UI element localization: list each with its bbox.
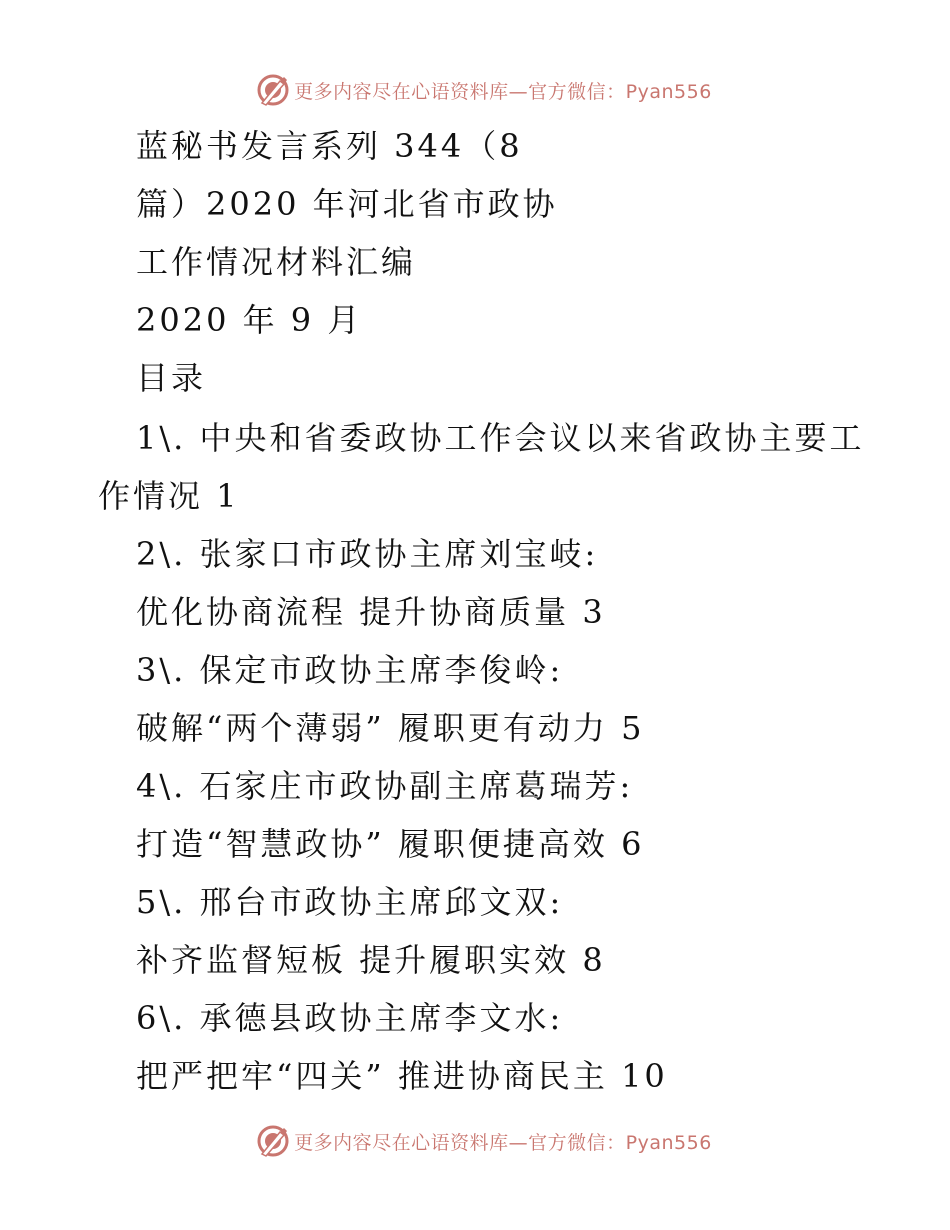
toc-line: 2\. 张家口市政协主席刘宝岐:	[136, 535, 599, 573]
toc-line: 4\. 石家庄市政协副主席葛瑞芳:	[136, 767, 634, 805]
toc-line: 6\. 承德县政协主席李文水:	[136, 999, 564, 1037]
header-watermark	[0, 70, 950, 110]
toc-line: 打造“智慧政协” 履职便捷高效 6	[136, 825, 645, 863]
toc-line: 把严把牢“四关” 推进协商民主 10	[136, 1057, 668, 1095]
toc-line: 5\. 邢台市政协主席邱文双:	[136, 883, 564, 921]
toc-heading: 目录	[136, 359, 207, 397]
toc-line: 补齐监督短板 提升履职实效 8	[136, 941, 606, 979]
toc-line: 作情况 1	[98, 477, 240, 515]
title-line-1: 蓝秘书发言系列 344（8	[136, 127, 523, 165]
title-line-3: 工作情况材料汇编	[136, 243, 417, 281]
title-line-2: 篇）2020 年河北省市政协	[136, 185, 558, 223]
toc-line: 1\. 中央和省委政协工作会议以来省政协主要工	[136, 419, 865, 457]
document-date: 2020 年 9 月	[136, 301, 363, 339]
toc-line: 3\. 保定市政协主席李俊岭:	[136, 651, 564, 689]
pen-logo-icon	[256, 73, 290, 107]
watermark-text: 更多内容尽在心语资料库—官方微信：Pyan556	[294, 1131, 712, 1154]
toc-line: 破解“两个薄弱” 履职更有动力 5	[136, 709, 645, 747]
pen-logo-icon	[256, 1124, 290, 1158]
watermark-text: 更多内容尽在心语资料库—官方微信：Pyan556	[294, 80, 712, 103]
toc-line: 优化协商流程 提升协商质量 3	[136, 593, 606, 631]
footer-watermark	[0, 1121, 950, 1161]
